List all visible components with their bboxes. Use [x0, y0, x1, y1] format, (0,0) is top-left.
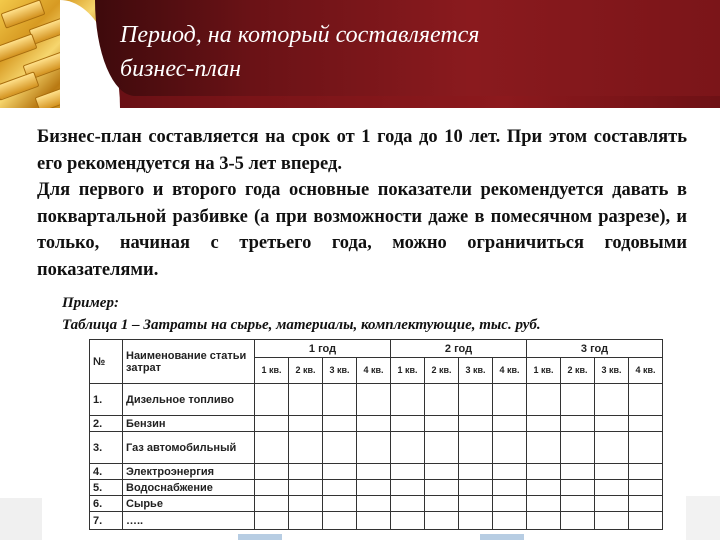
empty-cell: [459, 480, 493, 496]
empty-cell: [561, 384, 595, 416]
quarter-header: 4 кв.: [629, 358, 663, 384]
row-name: Бензин: [123, 416, 255, 432]
empty-cell: [323, 416, 357, 432]
table-row: [90, 464, 663, 480]
row-num: 2.: [90, 416, 123, 432]
gold-bar: [0, 71, 39, 100]
row-num: 4.: [90, 464, 123, 480]
quarter-header: 3 кв.: [323, 358, 357, 384]
row-num: 5.: [90, 480, 123, 496]
empty-cell: [561, 496, 595, 512]
empty-cell: [595, 464, 629, 480]
table-row: [90, 512, 663, 530]
quarter-header: 2 кв.: [425, 358, 459, 384]
empty-cell: [357, 496, 391, 512]
empty-cell: [459, 432, 493, 464]
empty-cell: [357, 512, 391, 530]
paragraph-2: Для первого и второго года основные показатели рекомендуется давать в поквартальной разбивке (а при возможности даже в помесячном разрезе), и только, начиная с третьего года, можно ограничиться годовыми показателями.: [37, 180, 687, 280]
empty-cell: [255, 480, 289, 496]
empty-cell: [323, 432, 357, 464]
header-year-1: 1 год: [255, 340, 391, 358]
empty-cell: [289, 480, 323, 496]
empty-cell: [255, 464, 289, 480]
header-name: Наименование статьи затрат: [123, 340, 255, 384]
empty-cell: [323, 480, 357, 496]
empty-cell: [391, 496, 425, 512]
empty-cell: [425, 480, 459, 496]
empty-cell: [561, 512, 595, 530]
paragraph-1: Бизнес-план составляется на срок от 1 года до 10 лет. При этом составлять его рекомендуется на 3-5 лет вперед.: [37, 127, 687, 174]
table-row: [90, 432, 663, 464]
title-line-2: бизнес-план: [120, 56, 241, 82]
empty-cell: [357, 432, 391, 464]
empty-cell: [493, 464, 527, 480]
empty-cell: [595, 416, 629, 432]
empty-cell: [629, 496, 663, 512]
row-num: 7.: [90, 512, 123, 530]
slide-title: [120, 18, 680, 86]
empty-cell: [357, 480, 391, 496]
empty-cell: [425, 384, 459, 416]
decorative-corner: [686, 496, 720, 540]
empty-cell: [527, 464, 561, 480]
row-num: 6.: [90, 496, 123, 512]
empty-cell: [255, 512, 289, 530]
decorative-corner: [0, 498, 42, 540]
empty-cell: [527, 432, 561, 464]
example-block: [62, 292, 682, 336]
empty-cell: [289, 384, 323, 416]
empty-cell: [425, 512, 459, 530]
empty-cell: [357, 384, 391, 416]
example-label: Пример:: [62, 295, 119, 311]
empty-cell: [255, 496, 289, 512]
gold-bar: [0, 33, 37, 62]
table-row: [90, 496, 663, 512]
empty-cell: [595, 496, 629, 512]
header-year-2: 2 год: [391, 340, 527, 358]
empty-cell: [629, 384, 663, 416]
empty-cell: [255, 432, 289, 464]
empty-cell: [595, 480, 629, 496]
empty-cell: [561, 464, 595, 480]
empty-cell: [561, 416, 595, 432]
footer-accent: [480, 534, 524, 540]
empty-cell: [629, 464, 663, 480]
empty-cell: [391, 464, 425, 480]
empty-cell: [629, 512, 663, 530]
empty-cell: [289, 496, 323, 512]
empty-cell: [595, 384, 629, 416]
quarter-header: 3 кв.: [595, 358, 629, 384]
quarter-header: 1 кв.: [255, 358, 289, 384]
empty-cell: [323, 384, 357, 416]
empty-cell: [493, 512, 527, 530]
quarter-header: 2 кв.: [561, 358, 595, 384]
empty-cell: [527, 480, 561, 496]
row-name: Электроэнергия: [123, 464, 255, 480]
row-num: 3.: [90, 432, 123, 464]
empty-cell: [493, 384, 527, 416]
gold-bar: [1, 0, 46, 29]
empty-cell: [425, 416, 459, 432]
empty-cell: [493, 496, 527, 512]
row-name: Дизельное топливо: [123, 384, 255, 416]
empty-cell: [561, 432, 595, 464]
empty-cell: [459, 464, 493, 480]
empty-cell: [595, 512, 629, 530]
empty-cell: [629, 416, 663, 432]
quarter-header: 4 кв.: [357, 358, 391, 384]
empty-cell: [459, 416, 493, 432]
empty-cell: [595, 432, 629, 464]
empty-cell: [459, 384, 493, 416]
empty-cell: [629, 432, 663, 464]
quarter-header: 1 кв.: [527, 358, 561, 384]
empty-cell: [425, 496, 459, 512]
empty-cell: [323, 512, 357, 530]
empty-cell: [323, 464, 357, 480]
table-row: [90, 416, 663, 432]
empty-cell: [459, 496, 493, 512]
empty-cell: [357, 416, 391, 432]
header-num: №: [90, 340, 123, 384]
empty-cell: [425, 464, 459, 480]
quarter-header: 2 кв.: [289, 358, 323, 384]
footer-accent: [238, 534, 282, 540]
header-year-3: 3 год: [527, 340, 663, 358]
empty-cell: [289, 464, 323, 480]
empty-cell: [459, 512, 493, 530]
costs-table: [89, 339, 663, 530]
empty-cell: [527, 512, 561, 530]
quarter-header: 1 кв.: [391, 358, 425, 384]
table-row: [90, 480, 663, 496]
row-name: …..: [123, 512, 255, 530]
quarter-header: 4 кв.: [493, 358, 527, 384]
row-name: Газ автомобильный: [123, 432, 255, 464]
empty-cell: [561, 480, 595, 496]
table-caption: Таблица 1 – Затраты на сырье, материалы, комплектующие, тыс. руб.: [62, 317, 541, 333]
empty-cell: [323, 496, 357, 512]
empty-cell: [391, 416, 425, 432]
empty-cell: [289, 432, 323, 464]
table-row: [90, 384, 663, 416]
empty-cell: [391, 384, 425, 416]
empty-cell: [289, 416, 323, 432]
empty-cell: [527, 496, 561, 512]
empty-cell: [527, 416, 561, 432]
empty-cell: [391, 432, 425, 464]
title-line-1: Период, на который составляется: [120, 22, 480, 48]
empty-cell: [255, 416, 289, 432]
empty-cell: [357, 464, 391, 480]
empty-cell: [255, 384, 289, 416]
empty-cell: [527, 384, 561, 416]
empty-cell: [425, 432, 459, 464]
empty-cell: [391, 512, 425, 530]
empty-cell: [391, 480, 425, 496]
empty-cell: [289, 512, 323, 530]
row-num: 1.: [90, 384, 123, 416]
body-text: [37, 124, 687, 283]
empty-cell: [629, 480, 663, 496]
row-name: Сырье: [123, 496, 255, 512]
quarter-header: 3 кв.: [459, 358, 493, 384]
row-name: Водоснабжение: [123, 480, 255, 496]
empty-cell: [493, 416, 527, 432]
empty-cell: [493, 432, 527, 464]
empty-cell: [493, 480, 527, 496]
